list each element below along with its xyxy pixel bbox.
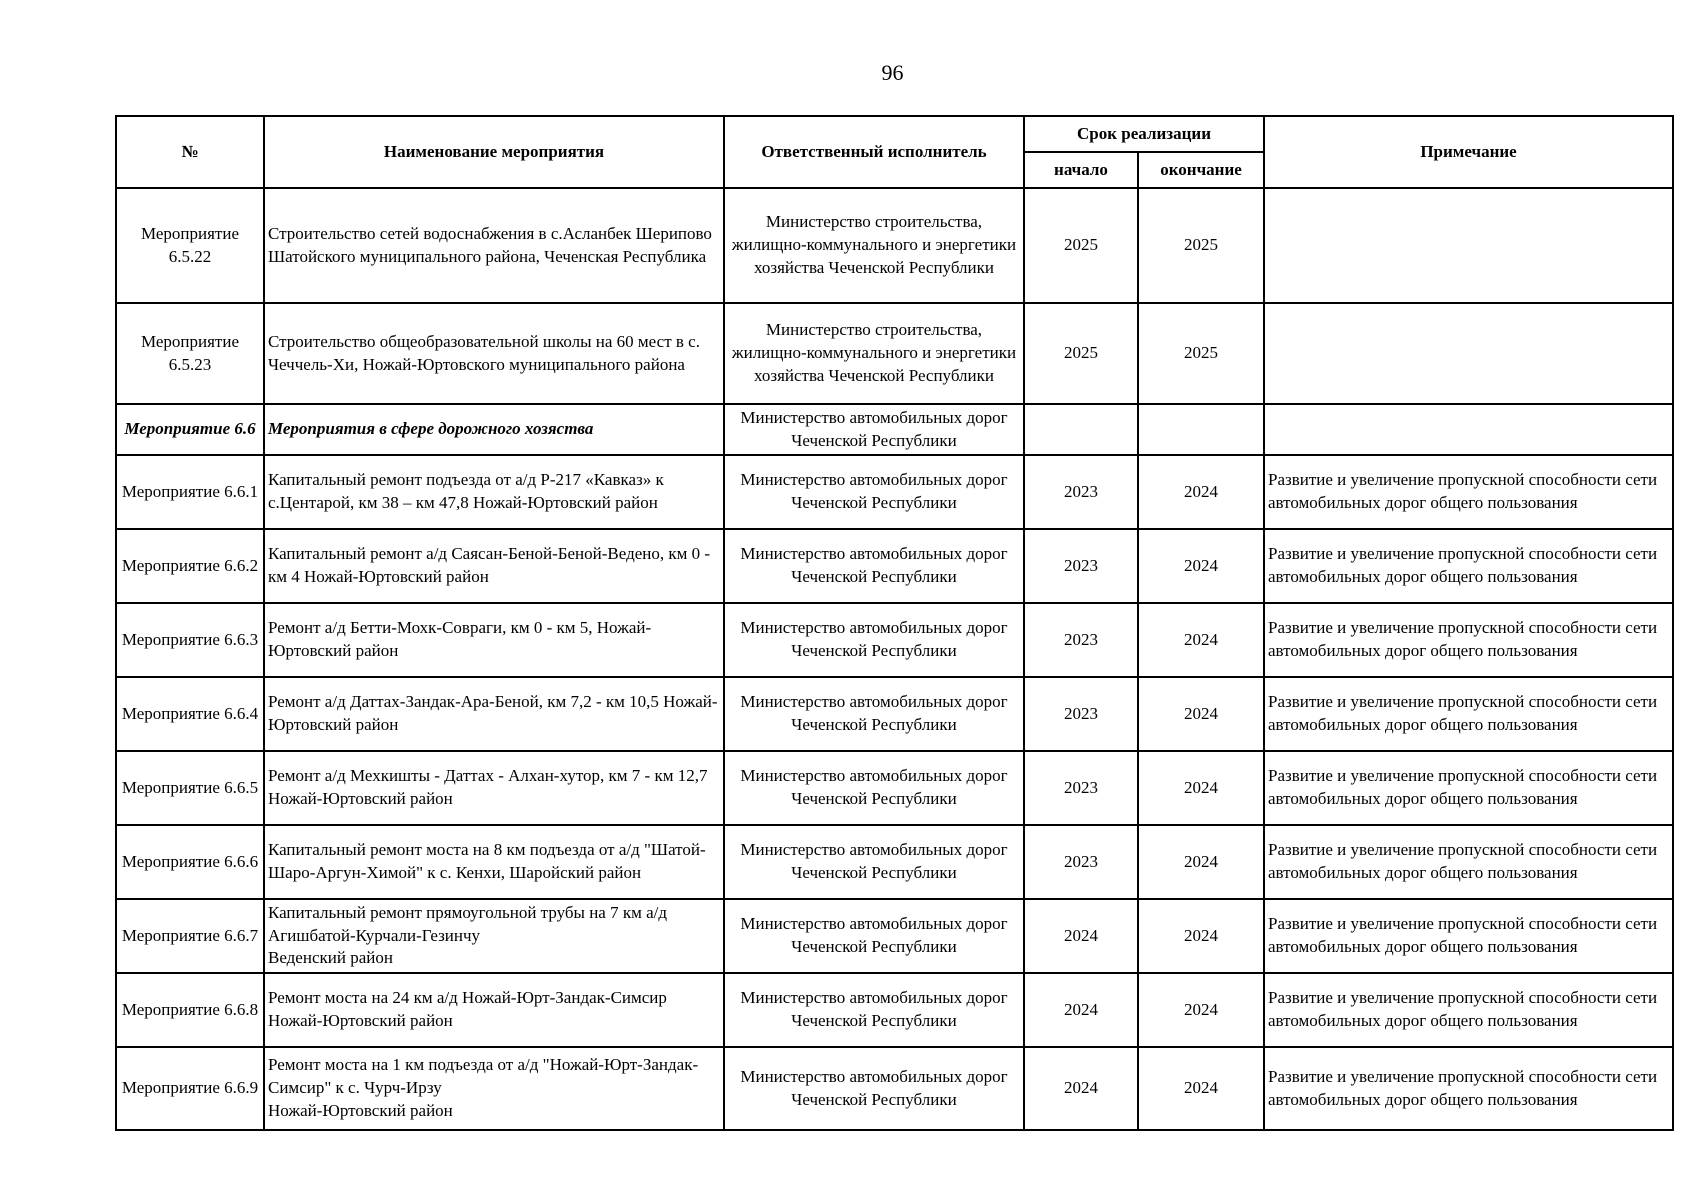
row-note: Развитие и увеличение пропускной способности сети автомобильных дорог общего пользования	[1264, 825, 1673, 899]
row-start-year: 2023	[1024, 677, 1138, 751]
row-name-line: Ножай-Юртовский район	[268, 1100, 453, 1120]
row-name-line: Мероприятия в сфере дорожного хозяства	[268, 419, 594, 439]
row-executor: Министерство автомобильных дорог Чеченской Республики	[724, 751, 1024, 825]
row-name	[264, 751, 724, 825]
row-start-year: 2024	[1024, 973, 1138, 1047]
row-name	[264, 825, 724, 899]
row-number: Мероприятие 6.6.7	[116, 899, 264, 973]
row-number: Мероприятие 6.6.9	[116, 1047, 264, 1130]
row-note	[1264, 303, 1673, 404]
row-end-year: 2024	[1138, 603, 1264, 677]
row-end-year: 2024	[1138, 1047, 1264, 1130]
row-name-line: Ремонт а/д Даттах-Зандак-Ара-Беной, км 7,2 - км 10,5 Ножай-Юртовский район	[268, 692, 718, 734]
row-note: Развитие и увеличение пропускной способности сети автомобильных дорог общего пользования	[1264, 677, 1673, 751]
row-executor: Министерство автомобильных дорог Чеченской Республики	[724, 455, 1024, 529]
row-number: Мероприятие 6.6.5	[116, 751, 264, 825]
row-name-line: Строительство общеобразовательной школы на 60 мест в с. Чеччель-Хи, Ножай-Юртовского муниципального района	[268, 331, 700, 374]
row-name	[264, 1047, 724, 1130]
header-executor: Ответственный исполнитель	[724, 116, 1024, 188]
row-end-year: 2024	[1138, 529, 1264, 603]
row-start-year: 2025	[1024, 303, 1138, 404]
row-number: Мероприятие 6.6.3	[116, 603, 264, 677]
header-number: №	[116, 116, 264, 188]
row-name	[264, 188, 724, 303]
row-end-year: 2025	[1138, 188, 1264, 303]
table-row	[116, 825, 1673, 899]
table-row	[116, 603, 1673, 677]
row-executor: Министерство автомобильных дорог Чеченской Республики	[724, 825, 1024, 899]
row-number: Мероприятие 6.6	[116, 404, 264, 455]
row-executor: Министерство автомобильных дорог Чеченской Республики	[724, 899, 1024, 973]
row-start-year: 2023	[1024, 825, 1138, 899]
row-executor: Министерство автомобильных дорог Чеченской Республики	[724, 1047, 1024, 1130]
row-name-line: Капитальный ремонт моста на 8 км подъезда от а/д "Шатой-Шаро-Аргун-Химой" к с. Кенхи, Шаройский район	[268, 840, 706, 882]
row-end-year: 2024	[1138, 455, 1264, 529]
header-end: окончание	[1138, 152, 1264, 188]
row-end-year: 2024	[1138, 751, 1264, 825]
header-period: Срок реализации	[1024, 116, 1264, 152]
row-end-year: 2024	[1138, 677, 1264, 751]
row-start-year: 2024	[1024, 1047, 1138, 1130]
table-row	[116, 1047, 1673, 1130]
row-name-line: Капитальный ремонт а/д Саясан-Беной-Беной-Ведено, км 0 - км 4 Ножай-Юртовский район	[268, 544, 711, 586]
row-executor: Министерство строительства, жилищно-коммунального и энергетики хозяйства Чеченской Республики	[724, 188, 1024, 303]
row-name-line: Строительство сетей водоснабжения в с.Асланбек Шерипово Шатойского муниципального района, Чеченская Республика	[268, 223, 712, 266]
row-name-line: Ремонт а/д Бетти-Мохк-Совраги, км 0 - км 5, Ножай-Юртовский район	[268, 618, 652, 660]
table-row	[116, 751, 1673, 825]
row-name-line: Ремонт моста на 24 км а/д Ножай-Юрт-Зандак-Симсир	[268, 988, 667, 1008]
row-end-year: 2025	[1138, 303, 1264, 404]
table-row	[116, 677, 1673, 751]
row-name-line: Веденский район	[268, 948, 393, 968]
row-number: Мероприятие 6.6.2	[116, 529, 264, 603]
table-row	[116, 529, 1673, 603]
row-note: Развитие и увеличение пропускной способности сети автомобильных дорог общего пользования	[1264, 603, 1673, 677]
row-executor: Министерство строительства, жилищно-коммунального и энергетики хозяйства Чеченской Республики	[724, 303, 1024, 404]
row-name	[264, 603, 724, 677]
row-name	[264, 529, 724, 603]
measures-table	[115, 115, 1674, 1131]
row-executor: Министерство автомобильных дорог Чеченской Республики	[724, 529, 1024, 603]
table-row	[116, 188, 1673, 303]
page-number: 96	[881, 60, 904, 85]
row-name	[264, 973, 724, 1047]
row-end-year: 2024	[1138, 899, 1264, 973]
row-note: Развитие и увеличение пропускной способности сети автомобильных дорог общего пользования	[1264, 751, 1673, 825]
row-note	[1264, 404, 1673, 455]
row-number: Мероприятие 6.6.4	[116, 677, 264, 751]
header-name: Наименование мероприятия	[264, 116, 724, 188]
row-name	[264, 677, 724, 751]
header-start: начало	[1024, 152, 1138, 188]
row-start-year: 2023	[1024, 455, 1138, 529]
row-number: Мероприятие 6.6.1	[116, 455, 264, 529]
row-start-year	[1024, 404, 1138, 455]
row-note: Развитие и увеличение пропускной способности сети автомобильных дорог общего пользования	[1264, 1047, 1673, 1130]
row-executor: Министерство автомобильных дорог Чеченской Республики	[724, 677, 1024, 751]
table-row	[116, 973, 1673, 1047]
row-name-line: Ремонт а/д Мехкишты - Даттах - Алхан-хутор, км 7 - км 12,7	[268, 766, 708, 786]
row-end-year: 2024	[1138, 973, 1264, 1047]
row-name-line: Ножай-Юртовский район	[268, 789, 453, 808]
row-end-year: 2024	[1138, 825, 1264, 899]
row-name-line: Капитальный ремонт прямоугольной трубы на 7 км а/д Агишбатой-Курчали-Гезинчу	[268, 902, 668, 945]
row-note: Развитие и увеличение пропускной способности сети автомобильных дорог общего пользования	[1264, 455, 1673, 529]
table-row	[116, 455, 1673, 529]
row-end-year	[1138, 404, 1264, 455]
header-note: Примечание	[1264, 116, 1673, 188]
row-number: Мероприятие 6.5.22	[116, 188, 264, 303]
row-number: Мероприятие 6.5.23	[116, 303, 264, 404]
row-name	[264, 303, 724, 404]
row-executor: Министерство автомобильных дорог Чеченской Республики	[724, 973, 1024, 1047]
row-start-year: 2023	[1024, 529, 1138, 603]
row-executor: Министерство автомобильных дорог Чеченской Республики	[724, 404, 1024, 455]
row-name-line: Ножай-Юртовский район	[268, 1011, 453, 1030]
table-body	[116, 188, 1673, 1130]
table-row	[116, 303, 1673, 404]
row-name	[264, 404, 724, 455]
table-row	[116, 404, 1673, 455]
row-start-year: 2024	[1024, 899, 1138, 973]
row-note	[1264, 188, 1673, 303]
row-number: Мероприятие 6.6.8	[116, 973, 264, 1047]
row-executor: Министерство автомобильных дорог Чеченской Республики	[724, 603, 1024, 677]
row-name-line: Капитальный ремонт подъезда от а/д Р-217 «Кавказ» к с.Центарой, км 38 – км 47,8 Ножай-Юртовский район	[268, 470, 664, 512]
row-name	[264, 455, 724, 529]
row-note: Развитие и увеличение пропускной способности сети автомобильных дорог общего пользования	[1264, 899, 1673, 973]
row-name	[264, 899, 724, 973]
row-note: Развитие и увеличение пропускной способности сети автомобильных дорог общего пользования	[1264, 973, 1673, 1047]
row-name-line: Ремонт моста на 1 км подъезда от а/д "Ножай-Юрт-Зандак-Симсир" к с. Чурч-Ирзу	[268, 1055, 699, 1098]
row-number: Мероприятие 6.6.6	[116, 825, 264, 899]
row-start-year: 2025	[1024, 188, 1138, 303]
row-start-year: 2023	[1024, 603, 1138, 677]
row-start-year: 2023	[1024, 751, 1138, 825]
row-note: Развитие и увеличение пропускной способности сети автомобильных дорог общего пользования	[1264, 529, 1673, 603]
table-row	[116, 899, 1673, 973]
